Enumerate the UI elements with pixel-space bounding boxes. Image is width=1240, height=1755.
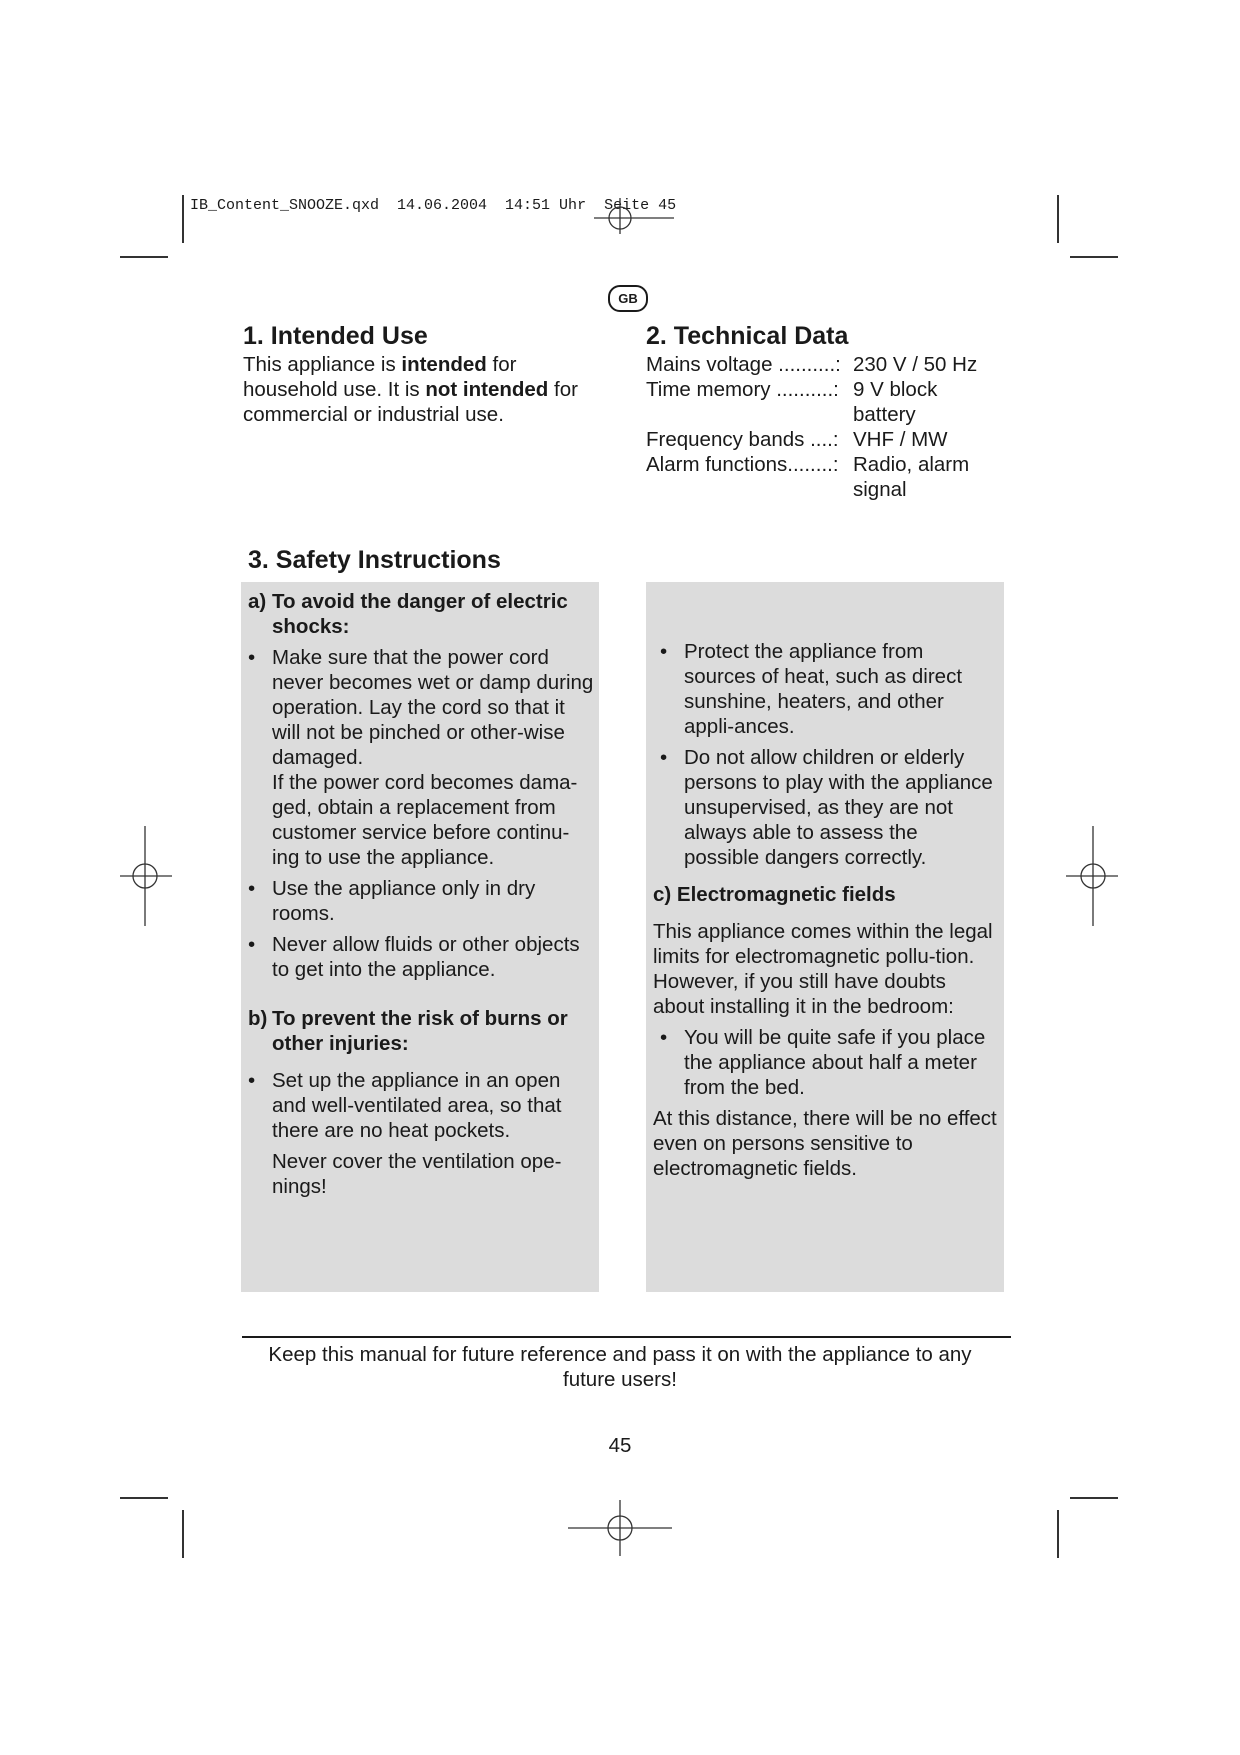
technical-data-row: Mains voltage ..........: 230 V / 50 Hz bbox=[646, 353, 978, 376]
crop-mark-bottom-left-v bbox=[182, 1510, 184, 1558]
technical-data-row: Alarm functions........: Radio, alarm signal bbox=[646, 453, 970, 501]
registration-mark-top-icon bbox=[594, 196, 674, 234]
technical-data-row: Time memory ..........: 9 V block battery bbox=[646, 378, 938, 426]
list-item: • You will be quite safe if you place the appliance about half a meter from the bed. bbox=[660, 1026, 986, 1099]
crop-mark-bottom-right-v bbox=[1057, 1510, 1059, 1558]
list-item: • Do not allow children or elderly persons to play with the appliance unsupervised, as they are not always able to assess the possible dangers correctly. bbox=[660, 746, 993, 869]
crop-mark-top-left-h bbox=[120, 256, 168, 258]
registration-mark-right-icon bbox=[1066, 826, 1118, 926]
list-item: • Never allow fluids or other objects to get into the appliance. bbox=[248, 933, 580, 981]
electromagnetic-conclusion: At this distance, there will be no effect even on persons sensitive to electromagnetic fields. bbox=[653, 1107, 997, 1180]
footer-divider bbox=[242, 1336, 1011, 1338]
footer-note: Keep this manual for future reference and pass it on with the appliance to any future users! bbox=[268, 1343, 972, 1391]
subsection-b-heading: b) To prevent the risk of burns or other injuries: bbox=[248, 1007, 568, 1055]
registration-mark-left-icon bbox=[120, 826, 172, 926]
technical-data-row: Frequency bands ....: VHF / MW bbox=[646, 428, 948, 451]
registration-mark-bottom-icon bbox=[568, 1500, 672, 1556]
page-number: 45 bbox=[608, 1434, 632, 1457]
electromagnetic-paragraph: This appliance comes within the legal limits for electromagnetic pollu-tion. However, if you still have doubts about installing it in the bedroom: bbox=[653, 920, 993, 1018]
crop-mark-top-right-h bbox=[1070, 256, 1118, 258]
list-item: • Protect the appliance from sources of heat, such as direct sunshine, heaters, and other appli-ances. bbox=[660, 640, 963, 738]
crop-mark-top-right-v bbox=[1057, 195, 1059, 243]
list-item: • Make sure that the power cord never becomes wet or damp during operation. Lay the cord so that it will not be pinched or other-wise damaged. If the power cord becomes dama-ged, obtain a replacement from customer service before continu-ing to use the appliance. bbox=[248, 646, 594, 869]
intended-use-section bbox=[243, 322, 613, 427]
safety-right-panel bbox=[646, 582, 1004, 1292]
list-item: • Set up the appliance in an open and well-ventilated area, so that there are no heat pockets. Never cover the ventilation ope-nings! bbox=[248, 1069, 562, 1198]
technical-data-section bbox=[646, 322, 1026, 502]
subsection-a-heading: a) To avoid the danger of electric shocks: bbox=[248, 590, 568, 638]
crop-mark-bottom-left-h bbox=[120, 1497, 168, 1499]
list-item: • Use the appliance only in dry rooms. bbox=[248, 877, 536, 925]
crop-mark-bottom-right-h bbox=[1070, 1497, 1118, 1499]
technical-data-title: 2. Technical Data bbox=[646, 322, 849, 350]
safety-instructions-title: 3. Safety Instructions bbox=[248, 546, 501, 574]
crop-mark-top-left-v bbox=[182, 195, 184, 243]
intended-use-title: 1. Intended Use bbox=[243, 322, 428, 350]
subsection-c-heading: c) Electromagnetic fields bbox=[653, 883, 896, 906]
intended-use-text: This appliance is intended for household use. It is not intended for commercial or industrial use. bbox=[243, 353, 578, 426]
print-slug-line: IB_Content_SNOOZE.qxd 14.06.2004 14:51 Uhr Seite 45 bbox=[190, 197, 677, 214]
language-badge: GB bbox=[608, 285, 648, 312]
safety-left-panel bbox=[241, 582, 599, 1292]
